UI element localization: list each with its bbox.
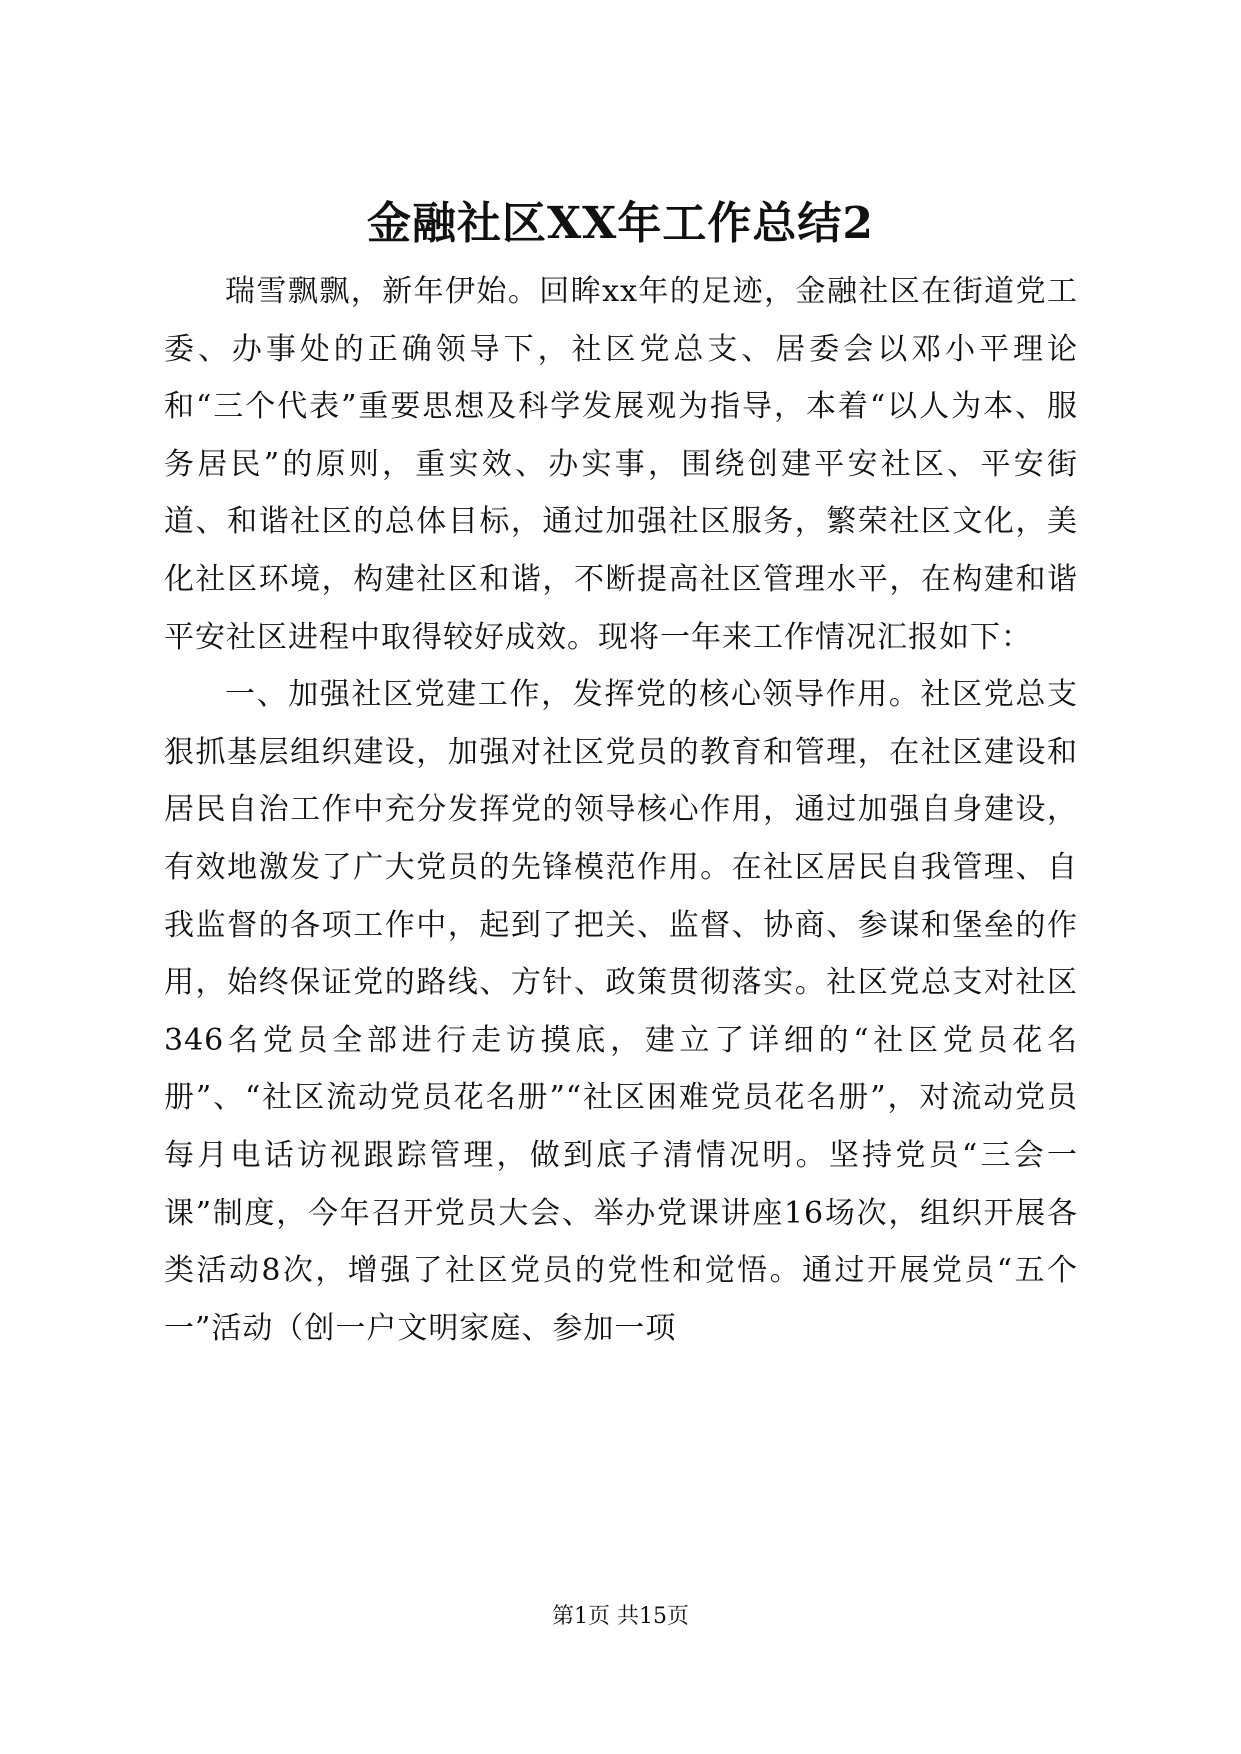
document-body — [164, 263, 1078, 1357]
document-title: 金融社区XX年工作总结2 — [367, 198, 874, 249]
paragraph-party-building: 一、加强社区党建工作，发挥党的核心领导作用。社区党总支狠抓基层组织建设，加强对社区党员的教育和管理，在社区建设和居民自治工作中充分发挥党的领导核心作用，通过加强自身建设，有效地激发了广大党员的先锋模范作用。在社区居民自我管理、自我监督的各项工作中，起到了把关、监督、协商、参谋和堡垒的作用，始终保证党的路线、方针、政策贯彻落实。社区党总支对社区346名党员全部进行走访摸底，建立了详细的“社区党员花名册”、“社区流动党员花名册”“社区困难党员花名册”，对流动党员每月电话访视跟踪管理，做到底子清情况明。坚持党员“三会一课”制度，今年召开党员大会、举办党课讲座16场次，组织开展各类活动8次，增强了社区党员的党性和觉悟。通过开展党员“五个一”活动（创一户文明家庭、参加一项 — [164, 677, 1078, 1346]
paragraph-intro: 瑞雪飘飘，新年伊始。回眸xx年的足迹，金融社区在街道党工委、办事处的正确领导下，社区党总支、居委会以邓小平理论和“三个代表”重要思想及科学发展观为指导，本着“以人为本、服务居民”的原则，重实效、办实事，围绕创建平安社区、平安街道、和谐社区的总体目标，通过加强社区服务，繁荣社区文化，美化社区环境，构建社区和谐，不断提高社区管理水平，在构建和谐平安社区进程中取得较好成效。现将一年来工作情况汇报如下： — [164, 274, 1078, 655]
page-number-footer: 第1页 共15页 — [552, 1604, 689, 1629]
